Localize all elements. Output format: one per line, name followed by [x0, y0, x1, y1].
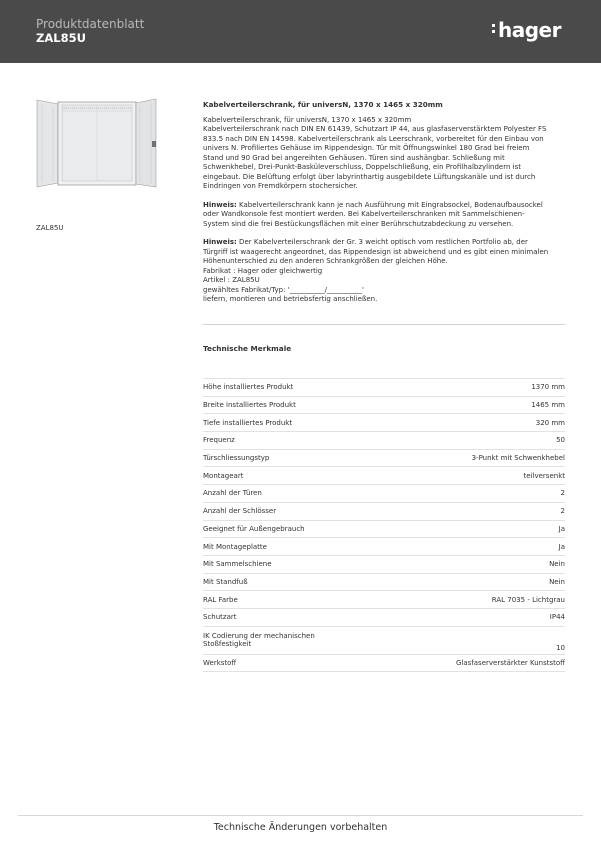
table-row — [203, 449, 565, 467]
spec-value: IP44 — [386, 608, 565, 626]
spec-label: Breite installiertes Produkt — [203, 396, 386, 414]
spec-value: 2 — [386, 485, 565, 503]
spec-label: Türschliessungstyp — [203, 449, 386, 467]
description-line: Stand und 90 Grad bei angereihten Gehäusen. Türen sind aushängbar. Schließung mit — [203, 153, 505, 162]
table-row — [203, 591, 565, 609]
page-header — [0, 0, 601, 63]
table-row — [203, 520, 565, 538]
hint-line: Fabrikat : Hager oder gleichwertig — [203, 266, 323, 275]
divider — [203, 324, 565, 325]
hint-line: Höhenunterschied zu den anderen Schrankgrößen der gleichen Höhe. — [203, 257, 448, 265]
table-row — [203, 414, 565, 432]
spec-label: Geeignet für Außengebrauch — [203, 520, 386, 538]
product-code: ZAL85U — [36, 31, 86, 45]
spec-value: 320 mm — [386, 414, 565, 432]
description-line: eingebaut. Die Belüftung erfolgt über labyrinthartig ausgebildete Lüftungskanäle und ist durch — [203, 172, 536, 181]
spec-value: 10 — [386, 626, 565, 654]
spec-value: teilversenkt — [386, 467, 565, 485]
table-row — [203, 396, 565, 414]
description-line: Schwenkhebel, Drei-Punkt-Basküleverschluss, Doppelschließung, ein Profilhalbzylindern ist — [203, 163, 521, 171]
hint-paragraph-2 — [203, 238, 565, 305]
table-row — [203, 379, 565, 397]
cabinet-open-image — [36, 97, 158, 189]
table-row — [203, 608, 565, 626]
hint-paragraph-1 — [203, 201, 565, 230]
document-type: Produktdatenblatt — [36, 17, 145, 31]
spec-value: Nein — [386, 555, 565, 573]
spec-label: RAL Farbe — [203, 591, 386, 609]
product-description — [203, 100, 565, 314]
description-line: Eindringen von Fremdkörpern stochersicher. — [203, 182, 358, 190]
table-row — [203, 502, 565, 520]
footer-divider — [18, 815, 583, 816]
spec-value: 2 — [386, 502, 565, 520]
hint-line: Türgriff ist waagerecht angeordnet, das Rippendesign ist abweichend und es gibt einen minimalen — [203, 247, 549, 256]
hint-text: Kabelverteilerschrank kann je nach Ausführung mit Eingrabsockel, Bodenaufbausockel — [236, 200, 543, 209]
hint-line: System sind die frei Bestückungsflächen mit einer Berührschutzabdeckung zu versehen. — [203, 219, 514, 228]
spec-value: Ja — [386, 520, 565, 538]
spec-label: Mit Standfuß — [203, 573, 386, 591]
spec-label — [203, 626, 386, 654]
spec-value: Ja — [386, 538, 565, 556]
description-line: Kabelverteilerschrank, für universN, 1370 x 1465 x 320mm — [203, 115, 412, 124]
hint-label: Hinweis: — [203, 238, 237, 246]
table-row — [203, 538, 565, 556]
spec-value: 50 — [386, 432, 565, 450]
spec-label: Anzahl der Schlösser — [203, 502, 386, 520]
description-paragraph — [203, 116, 565, 192]
spec-label: Höhe installiertes Produkt — [203, 379, 386, 397]
logo-dots-icon — [492, 24, 496, 36]
spec-label: Montageart — [203, 467, 386, 485]
specs-heading: Technische Merkmale — [203, 344, 292, 353]
spec-value: 1370 mm — [386, 379, 565, 397]
description-line: 833.5 nach DIN EN 14598. Kabelverteilerschrank als Leerschrank, vorbereitet für den Einbau von — [203, 134, 544, 143]
spec-label: Mit Montageplatte — [203, 538, 386, 556]
table-row — [203, 467, 565, 485]
hint-line: Artikel : ZAL85U — [203, 276, 260, 284]
spec-label: Mit Sammelschiene — [203, 555, 386, 573]
hint-label: Hinweis: — [203, 200, 237, 209]
table-row — [203, 654, 565, 672]
spec-value: Nein — [386, 573, 565, 591]
spec-label: Werkstoff — [203, 654, 386, 672]
hager-logo — [492, 18, 561, 42]
table-row — [203, 626, 565, 654]
hint-line: oder Wandkonsole fest montiert werden. Bei Kabelverteilerschranken mit Sammelschienen- — [203, 210, 525, 218]
product-title: Kabelverteilerschrank, für universN, 1370 x 1465 x 320mm — [203, 100, 443, 109]
table-row — [203, 485, 565, 503]
specs-table — [203, 378, 565, 672]
spec-label: Frequenz — [203, 432, 386, 450]
spec-label: Schutzart — [203, 608, 386, 626]
footer-note: Technische Änderungen vorbehalten — [213, 822, 388, 833]
spec-value: RAL 7035 - Lichtgrau — [386, 591, 565, 609]
table-row — [203, 555, 565, 573]
spec-value: Glasfaserverstärkter Kunststoff — [386, 654, 565, 672]
spec-label-line: Stoßfestigkeit — [203, 640, 252, 649]
spec-value: 1465 mm — [386, 396, 565, 414]
image-caption: ZAL85U — [36, 224, 64, 232]
spec-label: Anzahl der Türen — [203, 485, 386, 503]
hint-text: Der Kabelverteilerschrank der Gr. 3 weicht optisch vom restlichen Portfolio ab, der — [236, 238, 528, 246]
spec-label-line: IK Codierung der mechanischen — [203, 632, 315, 641]
description-line: univers N. Profiliertes Gehäuse im Rippendesign. Tür mit Öffnungswinkel 180 Grad bei freiem — [203, 144, 530, 152]
hint-line: liefern, montieren und betriebsfertig anschließen. — [203, 295, 378, 303]
table-row — [203, 432, 565, 450]
description-line: Kabelverteilerschrank nach DIN EN 61439, Schutzart IP 44, aus glasfaserverstärktem Polyester FS — [203, 125, 547, 133]
table-row — [203, 573, 565, 591]
spec-value: 3-Punkt mit Schwenkhebel — [386, 449, 565, 467]
logo-text: hager — [498, 18, 561, 42]
spec-label: Tiefe installiertes Produkt — [203, 414, 386, 432]
hint-line: gewähltes Fabrikat/Typ: '__________/__________' — [203, 285, 364, 294]
